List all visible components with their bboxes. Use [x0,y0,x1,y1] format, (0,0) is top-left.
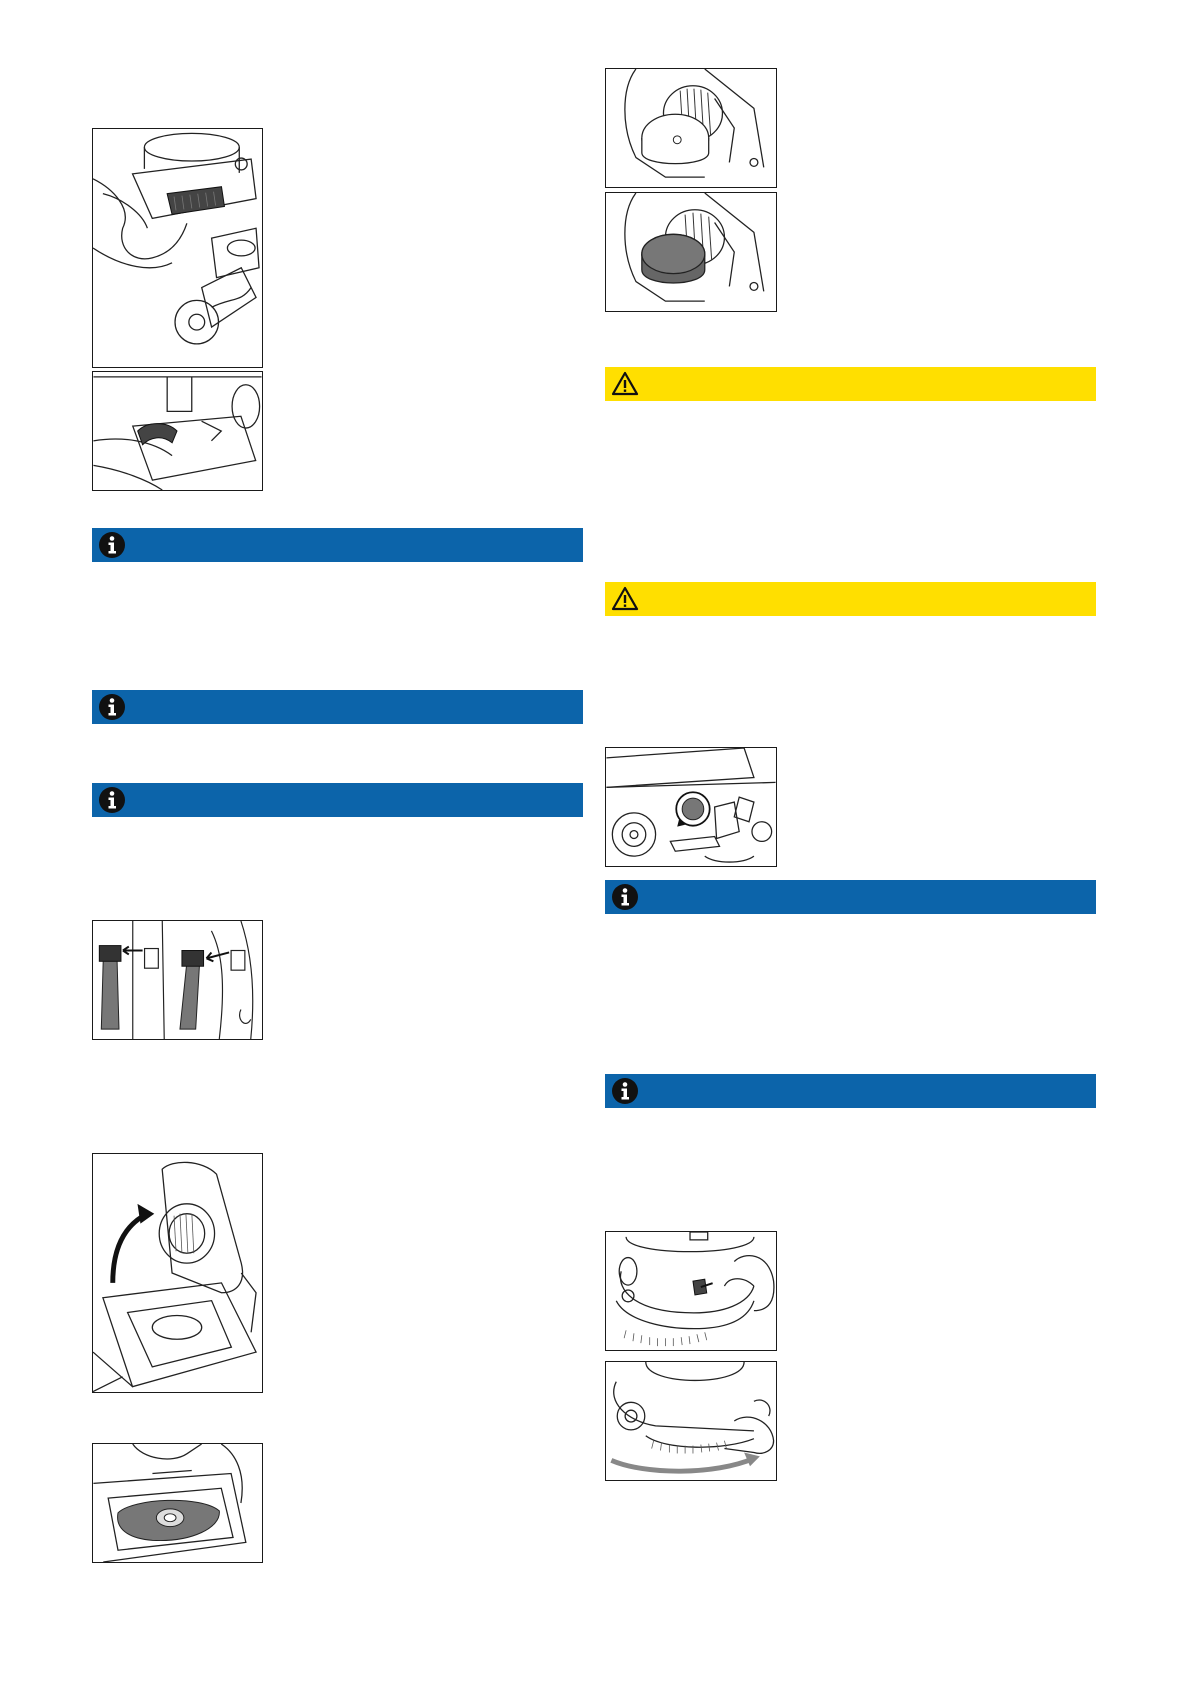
figure-open-tank-cover [92,1153,263,1393]
drive-wheel-knob-illustration [606,748,776,866]
figure-brush-deck-release [605,1231,777,1351]
info-icon [611,883,639,911]
figure-hose-connectors [92,920,263,1040]
figure-vacuum-motor-filter [605,68,777,188]
warning-notice-1 [605,367,1096,401]
figure-vacuum-motor-filter-removed [605,192,777,312]
info-notice-3 [92,783,583,817]
info-notice-4 [605,880,1096,914]
info-notice-1 [92,528,583,562]
lever-release-illustration [93,372,262,490]
warning-triangle-icon [611,585,639,613]
brush-rotation-illustration [606,1362,776,1480]
pedal-lever-illustration [93,129,262,367]
vacuum-motor-filter-illustration [606,69,776,187]
figure-lever-release [92,371,263,491]
warning-triangle-icon [611,370,639,398]
brush-deck-release-illustration [606,1232,776,1350]
info-notice-2 [92,690,583,724]
open-tank-cover-illustration [93,1154,262,1392]
figure-pedal-lever [92,128,263,368]
tank-filter-illustration [93,1444,262,1562]
info-notice-5 [605,1074,1096,1108]
info-icon [98,531,126,559]
figure-brush-rotation [605,1361,777,1481]
info-icon [611,1077,639,1105]
figure-drive-wheel-knob [605,747,777,867]
figure-tank-filter [92,1443,263,1563]
vacuum-motor-filter-removed-illustration [606,193,776,311]
info-icon [98,786,126,814]
hose-connectors-illustration [93,921,262,1039]
info-icon [98,693,126,721]
warning-notice-2 [605,582,1096,616]
